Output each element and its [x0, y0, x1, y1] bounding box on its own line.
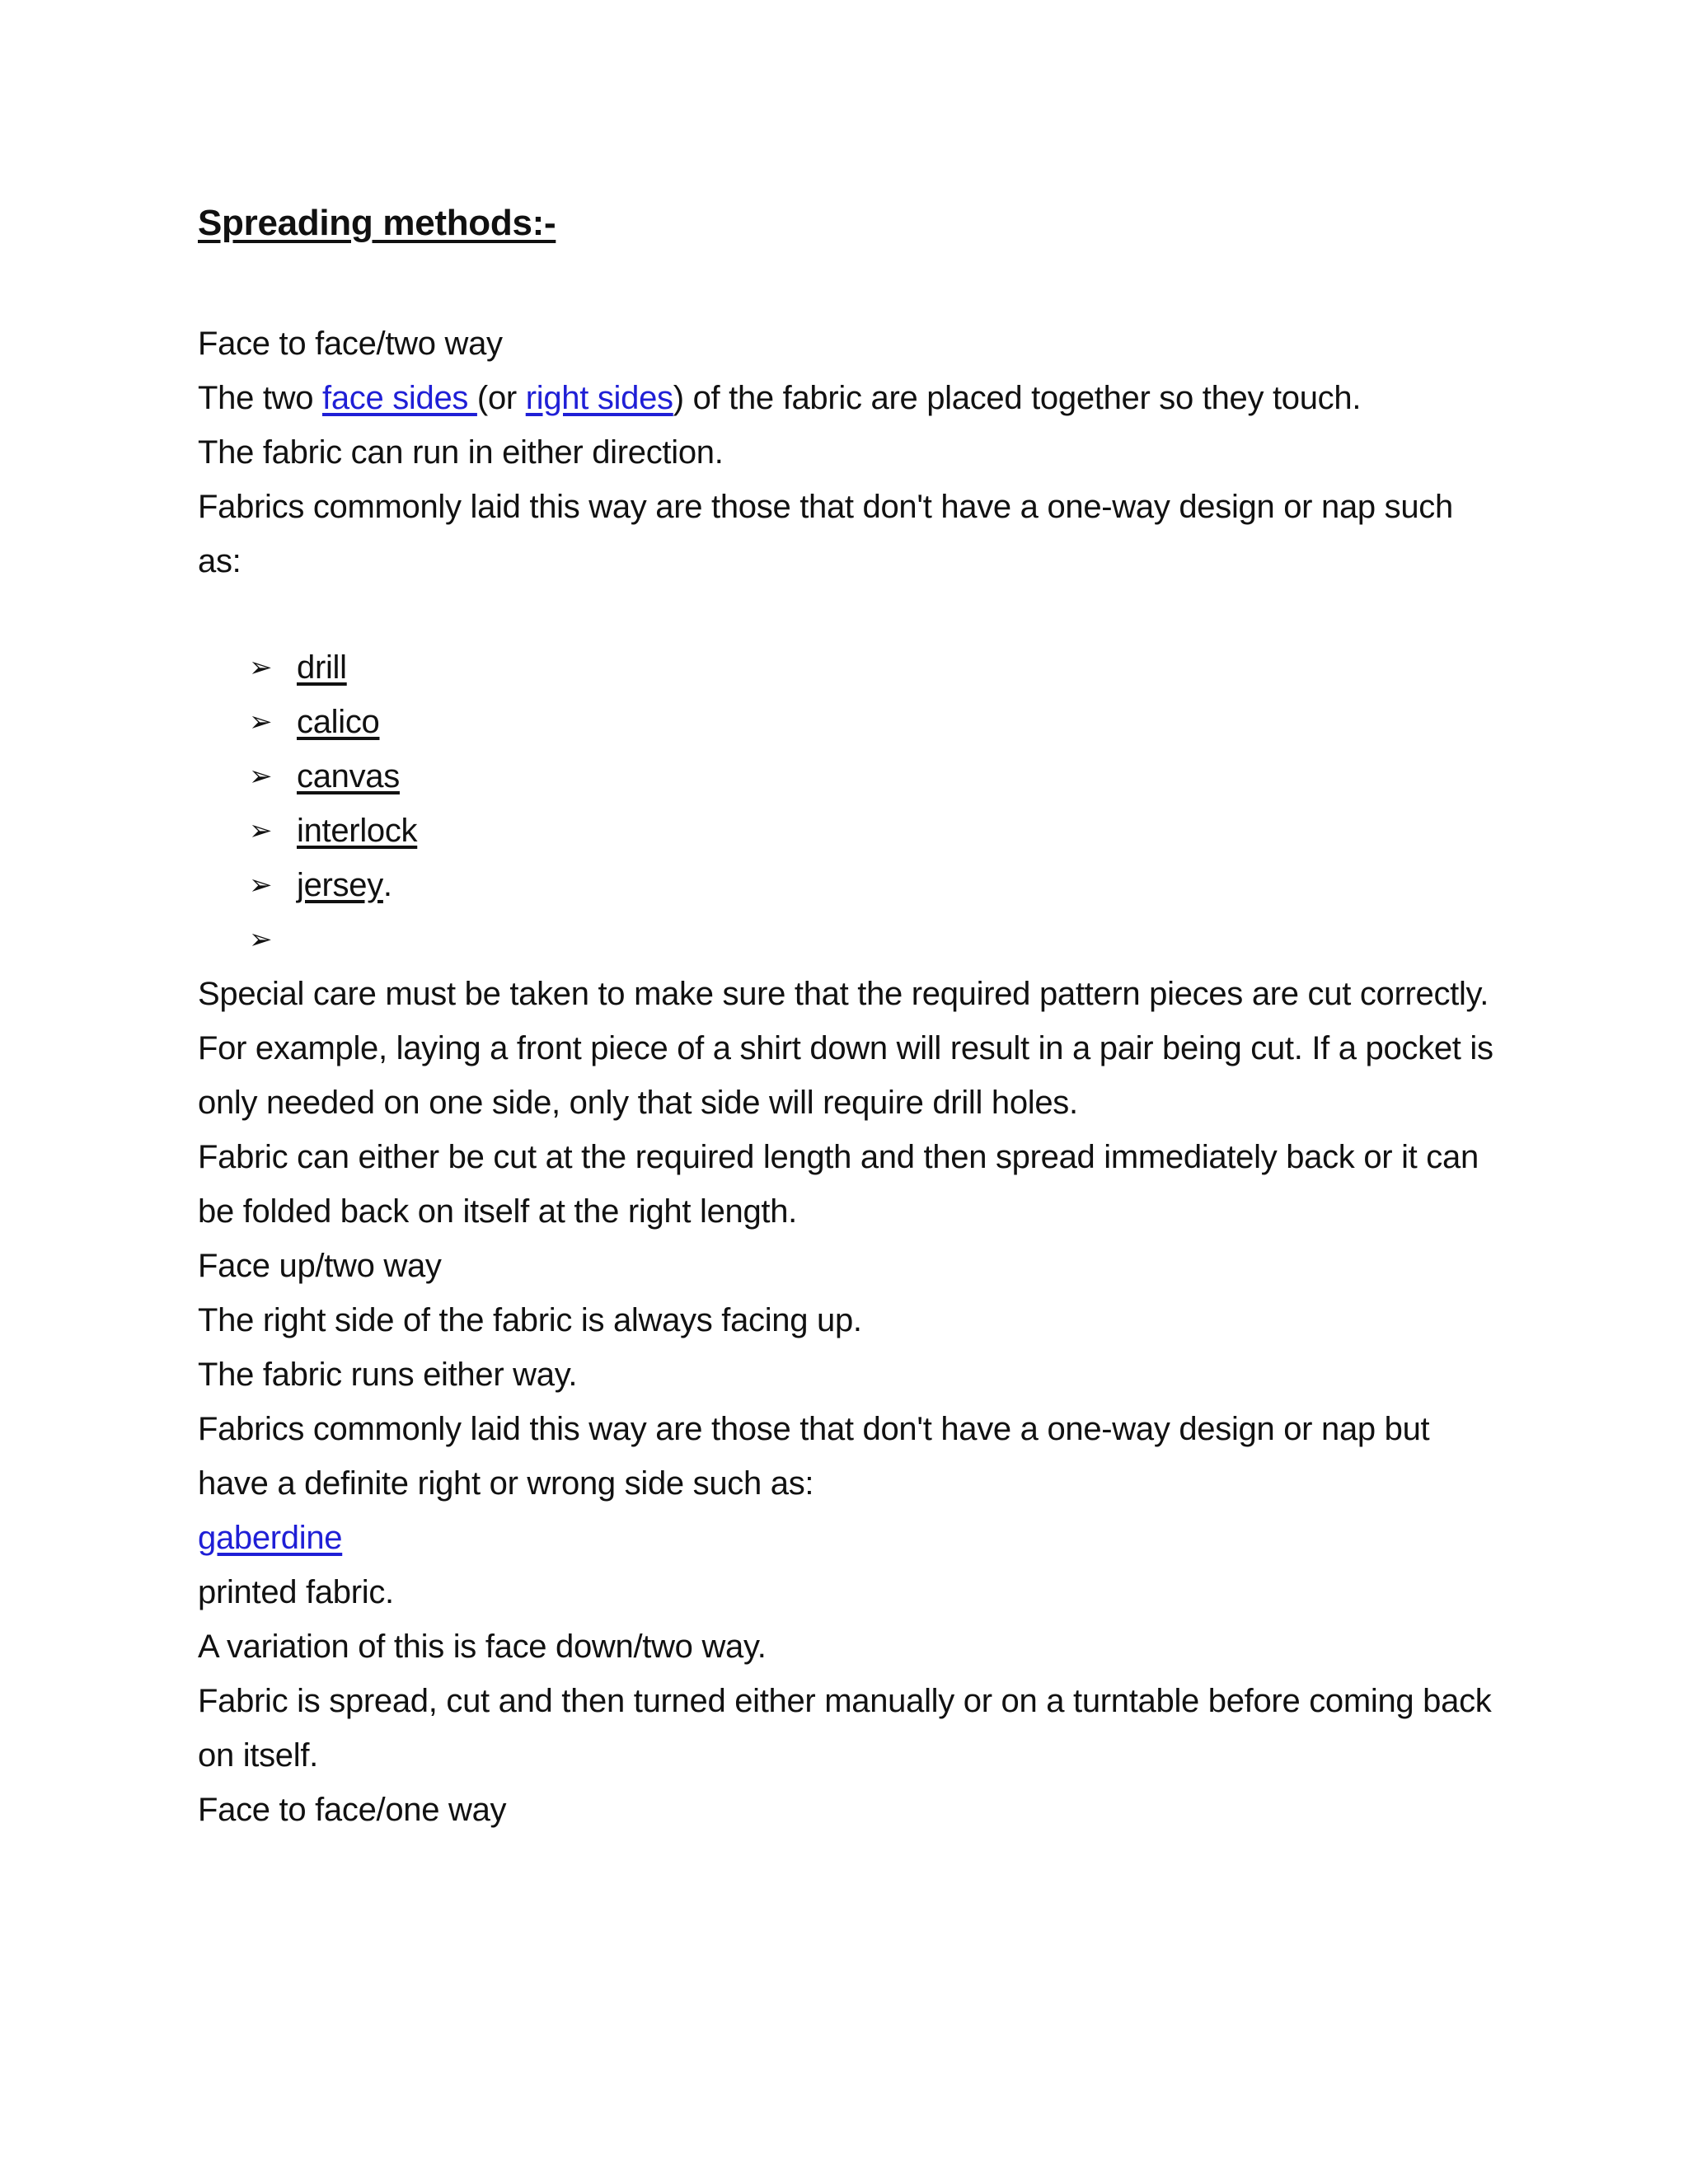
list-item	[249, 858, 1500, 912]
text-mid: (or	[476, 380, 526, 416]
list-item-label[interactable]: calico	[297, 704, 380, 740]
line-right-side-up: The right side of the fabric is always facing up.	[198, 1302, 862, 1338]
list-item-label[interactable]: canvas	[297, 758, 400, 794]
list-item-label[interactable]: jersey	[297, 867, 383, 903]
arrow-bullet-icon: ➢	[249, 869, 273, 901]
paragraph-gaberdine	[198, 1511, 1500, 1565]
section-label-face-to-face-two-way: Face to face/two way	[198, 326, 503, 362]
line-runs-either-way: The fabric runs either way.	[198, 1357, 578, 1393]
section-label-face-up-two-way: Face up/two way	[198, 1248, 442, 1284]
section-label-face-to-face-one-way: Face to face/one way	[198, 1792, 507, 1828]
arrow-bullet-icon: ➢	[249, 815, 273, 846]
fabric-list	[198, 640, 1500, 967]
list-item-empty	[249, 912, 1500, 967]
list-item	[249, 804, 1500, 858]
paragraph-fabric-cut: Fabric can either be cut at the required length and then spread immediately back or it can be folded back on itself at the right length.	[198, 1139, 1479, 1230]
text-suffix: ) of the fabric are placed together so they touch.	[673, 380, 1362, 416]
paragraph-commonly-laid-2: Fabrics commonly laid this way are those that don't have a one-way design or nap but have a definite right or wrong side such as:	[198, 1411, 1430, 1502]
paragraph-special-care: Special care must be taken to make sure that the required pattern pieces are cut correctly. For example, laying a front piece of a shirt down will result in a pair being cut. If a pocket is only needed on one side, only that side will require drill holes.	[198, 976, 1493, 1121]
line-direction: The fabric can run in either direction.	[198, 434, 724, 471]
text-prefix: The two	[198, 380, 322, 416]
line-variation: A variation of this is face down/two way.	[198, 1629, 767, 1665]
link-face-sides[interactable]: face sides	[322, 380, 477, 416]
list-item-trail: .	[382, 867, 392, 903]
link-gaberdine[interactable]: gaberdine	[198, 1520, 343, 1556]
list-item	[249, 695, 1500, 749]
arrow-bullet-icon: ➢	[249, 761, 273, 792]
document-body	[198, 194, 1500, 1837]
list-item-label[interactable]: interlock	[297, 813, 418, 849]
paragraph-face-sides	[198, 371, 1500, 425]
link-right-sides[interactable]: right sides	[525, 380, 673, 416]
paragraph-commonly-laid: Fabrics commonly laid this way are those that don't have a one-way design or nap such as:	[198, 489, 1453, 579]
list-item	[249, 749, 1500, 804]
arrow-bullet-icon: ➢	[249, 706, 273, 738]
arrow-bullet-icon: ➢	[249, 652, 273, 683]
list-item-label[interactable]: drill	[297, 649, 347, 686]
line-printed-fabric: printed fabric.	[198, 1574, 394, 1610]
page-title: Spreading methods:-	[198, 203, 556, 243]
arrow-bullet-icon: ➢	[249, 924, 273, 955]
paragraph-turned: Fabric is spread, cut and then turned either manually or on a turntable before coming back on itself.	[198, 1683, 1492, 1774]
list-item	[249, 640, 1500, 695]
